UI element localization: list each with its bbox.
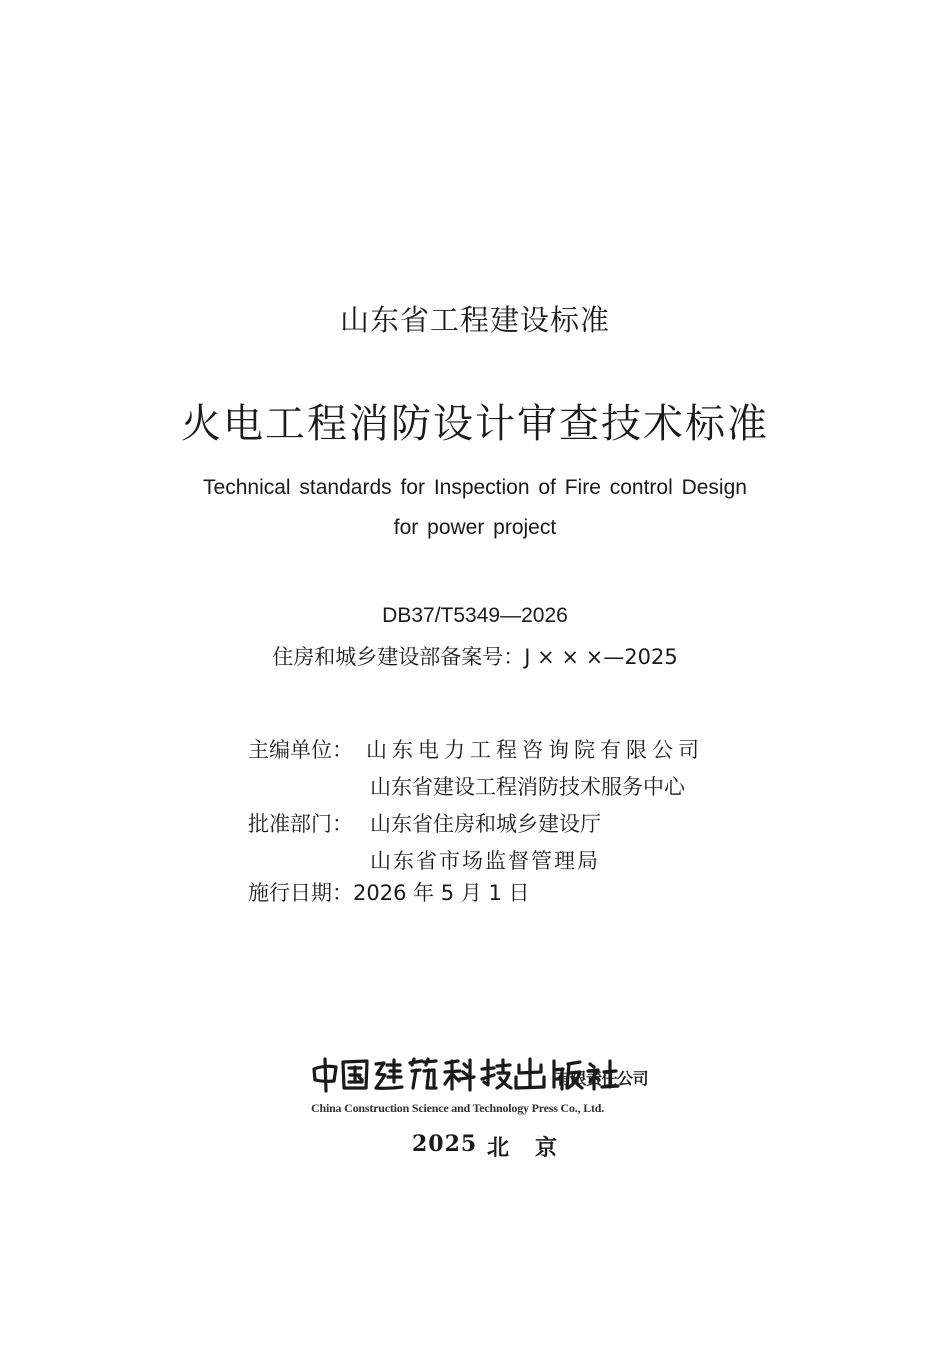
publication-year: 2025 [412, 1131, 478, 1157]
approval-dept-1: 山东省住房和城乡建设厅 [370, 812, 601, 836]
chief-editor-unit-2: 山东省建设工程消防技术服务中心 [370, 775, 685, 799]
english-title-line-2: for power project [393, 516, 557, 539]
publication-city: 北京 [487, 1135, 584, 1161]
record-number: 住房和城乡建设部备案号：J × × ×—2025 [272, 645, 678, 669]
publisher-name-english: China Construction Science and Technology Press Co., Ltd. [311, 1101, 605, 1115]
main-title: 火电工程消防设计审查技术标准 [181, 401, 769, 447]
english-title-line-1: Technical standards for Inspection of Fire control Design [203, 476, 747, 499]
approval-dept-2: 山东省市场监督管理局 [370, 849, 600, 873]
standard-code: DB37/T5349—2026 [382, 604, 568, 627]
publisher-name-suffix: 有限责任公司 [555, 1069, 649, 1088]
series-title: 山东省工程建设标准 [339, 303, 610, 337]
chief-editor-label: 主编单位： [248, 738, 353, 762]
effective-date: 施行日期：2026 年 5 月 1 日 [248, 881, 530, 905]
approval-label: 批准部门： [248, 812, 353, 836]
chief-editor-unit-1: 山东电力工程咨询院有限公司 [366, 738, 704, 762]
